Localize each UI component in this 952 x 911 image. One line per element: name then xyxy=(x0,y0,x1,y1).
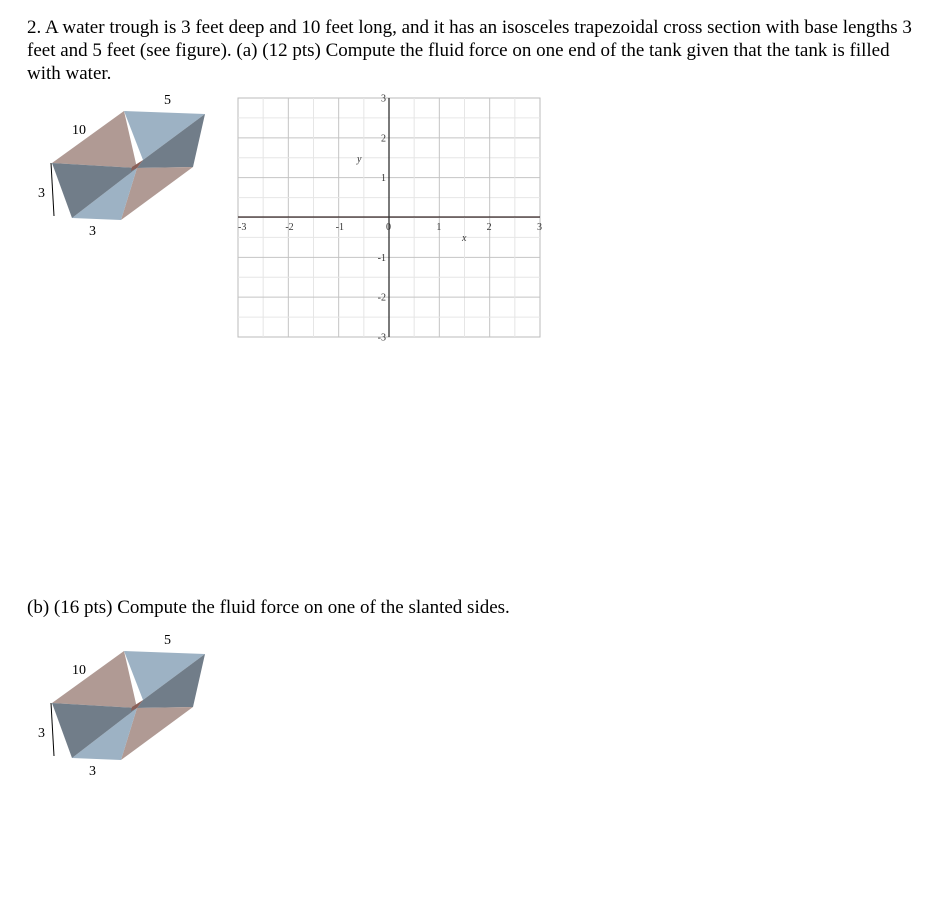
x-tick-label: 3 xyxy=(537,222,542,233)
x-tick-label: 1 xyxy=(436,222,442,233)
label-depth: 3 xyxy=(38,186,45,201)
label-length: 10 xyxy=(72,123,86,138)
x-tick-label: -1 xyxy=(335,222,345,233)
question-text: 2. A water trough is 3 feet deep and 10 feet long, and it has an isosceles trapezoidal cross section with base lengths 3 feet and 5 feet (see figure). (a) (12 pts) Compute the fluid force on one end of the tank given that the tank is filled with water. xyxy=(27,17,912,84)
y-tick-label: -2 xyxy=(377,292,386,304)
y-tick-label: 2 xyxy=(381,133,386,145)
x-axis-label: x xyxy=(462,233,467,244)
y-tick-label: 3 xyxy=(381,93,386,105)
label-length: 10 xyxy=(72,663,86,678)
trough-figure-b xyxy=(38,633,205,779)
label-depth: 3 xyxy=(38,726,45,741)
x-tick-label: 2 xyxy=(486,222,492,233)
label-top: 5 xyxy=(164,93,171,108)
y-axis-label: y xyxy=(357,154,362,165)
y-tick-label: -1 xyxy=(377,252,386,264)
x-tick-label: -3 xyxy=(238,222,247,233)
coordinate-grid xyxy=(238,94,542,344)
y-tick-label: -3 xyxy=(377,332,386,344)
label-bottom: 3 xyxy=(89,764,96,779)
label-top: 5 xyxy=(164,633,171,648)
x-tick-label: 0 xyxy=(386,222,391,233)
trough-figure-a xyxy=(38,93,205,239)
label-bottom: 3 xyxy=(89,224,96,239)
x-tick-label: -2 xyxy=(285,222,294,233)
y-tick-label: 1 xyxy=(381,173,386,185)
part-b-text: (b) (16 pts) Compute the fluid force on one of the slanted sides. xyxy=(27,597,510,618)
